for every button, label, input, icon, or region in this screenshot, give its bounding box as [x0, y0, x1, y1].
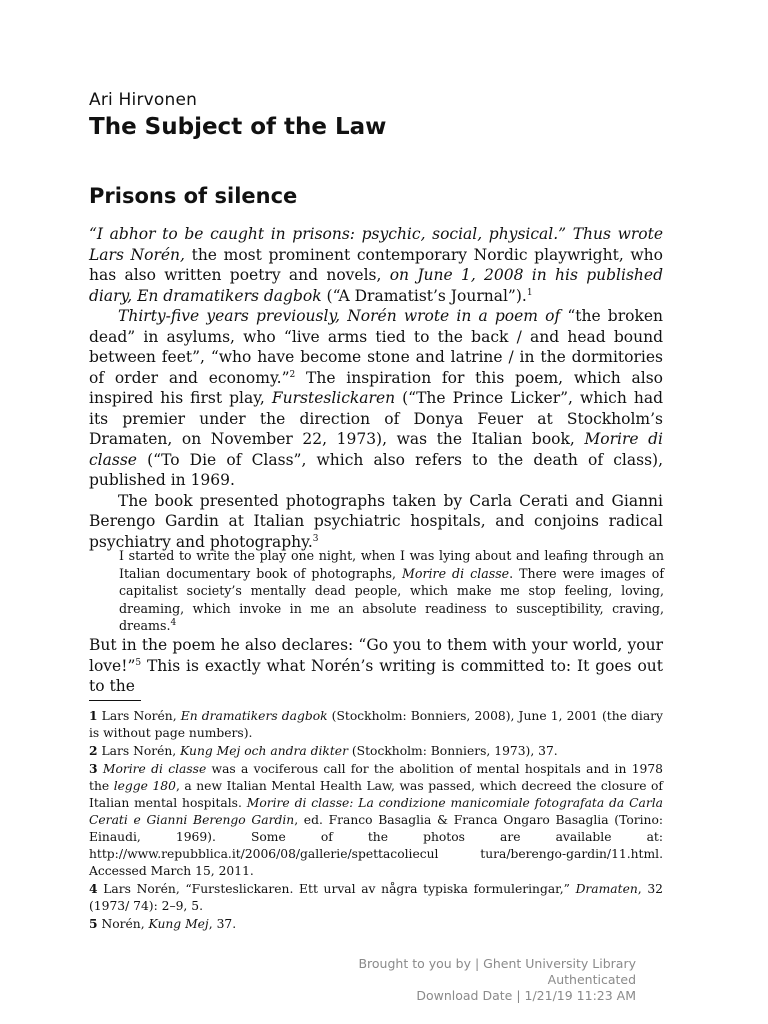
- italic-text: Morire di classe: [402, 565, 510, 581]
- author-name: Ari Hirvonen: [89, 90, 198, 110]
- footnote-number: 2: [89, 743, 98, 758]
- opening-quote: “I abhor to be caught in prisons: psychic, social, physical.” Thus wrote Lars Norén,: [89, 225, 663, 264]
- access-watermark: [276, 956, 636, 1004]
- text: (“To Die of Class”, which also refers to the death of class), published in 1969.: [89, 450, 663, 489]
- footnote-number: 5: [89, 916, 98, 931]
- footnote-number: 1: [89, 708, 98, 723]
- italic-text: Kung Mej och andra dikter: [180, 744, 348, 758]
- text: But in the poem he also declares: “Go you to them with your world, your love!”: [89, 636, 663, 675]
- footnotes: [89, 707, 663, 933]
- text: (“The Prince Licker”, which had its premier under the direction of Donya Feuer at Stockholm’s Dramaten, on November 22, 1973), was the Italian book,: [89, 389, 663, 448]
- chapter-title: The Subject of the Law: [89, 114, 387, 140]
- text: “the broken dead” in asylums, who “live arms tied to the back / and head bound between feet”, “who have become stone and latrine / in the dormitories of order and economy.”: [89, 307, 663, 387]
- text: . There were images of capitalist society’s mentally dead people, which make me stop feeling, loving, dreaming, which invoke in me an absolute readiness to susceptibility, craving, dreams.: [119, 565, 665, 633]
- paragraph-1: [89, 224, 663, 306]
- text: was a vociferous call for the abolition of mental hospitals and in 1978 the: [89, 762, 663, 793]
- text: , ed. Franco Basaglia & Franca Ongaro Basaglia (Torino: Einaudi, 1969). Some of the photos are available at: http://www.repubblica.it/2006/08/gallerie/spettacoliecul tura/berengo-gardin/11.html. Accessed March 15, 2011.: [89, 813, 663, 878]
- text: Lars Norén, “Fursteslickaren. Ett urval av några typiska formuleringar,”: [97, 882, 576, 896]
- italic-text: Fursteslickaren: [271, 389, 396, 407]
- footnote-2: [89, 742, 663, 760]
- footnote-ref-4[interactable]: 4: [170, 617, 177, 628]
- footnote-number: 3: [89, 761, 98, 776]
- italic-text: Thirty-five years previously, Norén wrote in a poem of: [118, 307, 561, 325]
- text: The inspiration for this poem, which also inspired his first play,: [89, 368, 663, 407]
- text: Lars Norén,: [97, 744, 181, 758]
- text: (Stockholm: Bonniers, 1973), 37.: [347, 744, 558, 758]
- italic-text: Dramaten: [575, 882, 638, 896]
- footnote-ref-3[interactable]: 3: [312, 533, 319, 544]
- italic-text: Morire di classe: La condizione manicomiale fotografata da Carla Cerati e Gianni Berengo Gardin: [89, 796, 663, 827]
- italic-text: Morire di classe: [89, 430, 663, 469]
- text: The book presented photographs taken by Carla Cerati and Gianni Berengo Gardin at Italian psychiatric hospitals, and conjoins radical psychiatry and photography.: [89, 491, 663, 551]
- italic-text: En dramatikers dagbok: [180, 709, 328, 723]
- paragraph-2: [89, 306, 663, 491]
- text: (“A Dramatist’s Journal”).: [321, 286, 527, 305]
- text: Norén,: [97, 917, 149, 931]
- body-text: [89, 224, 663, 552]
- footnote-3: [89, 760, 663, 880]
- text: (Stockholm: Bonniers, 2008), June 1, 2001 (the diary is without page numbers).: [89, 709, 663, 740]
- footnote-5: [89, 915, 663, 933]
- text: the most prominent contemporary Nordic playwright, who has also written poetry and novels,: [89, 245, 663, 284]
- watermark-line-2: Authenticated: [547, 972, 636, 987]
- paragraph-4: [89, 635, 663, 697]
- footnote-divider: [89, 700, 141, 701]
- footnote-4: [89, 880, 663, 915]
- text: , 37.: [208, 917, 237, 931]
- footnote-ref-2[interactable]: 2: [289, 369, 296, 380]
- block-quote: [119, 547, 664, 635]
- text: , 32 (1973/ 74): 2–9, 5.: [89, 882, 663, 913]
- watermark-line-3: Download Date | 1/21/19 11:23 AM: [416, 988, 636, 1003]
- italic-text: Morire di classe: [97, 762, 207, 776]
- italic-text: Kung Mej: [148, 917, 209, 931]
- text: I started to write the play one night, when I was lying about and leafing through an Italian documentary book of photographs,: [119, 548, 664, 581]
- text: , a new Italian Mental Health Law, was passed, which decreed the closure of Italian mental hospitals.: [89, 779, 663, 810]
- paragraph-3: [89, 491, 663, 553]
- text: This is exactly what Norén’s writing is committed to: It goes out to the: [89, 656, 663, 695]
- footnote-1: [89, 707, 663, 742]
- text: Lars Norén,: [97, 709, 181, 723]
- footnote-ref-5[interactable]: 5: [135, 657, 142, 668]
- footnote-number: 4: [89, 881, 98, 896]
- footnote-ref-1[interactable]: 1: [526, 287, 533, 298]
- italic-text: legge 180: [113, 779, 176, 793]
- section-heading: Prisons of silence: [89, 184, 298, 208]
- watermark-line-1: Brought to you by | Ghent University Library: [358, 956, 636, 971]
- italic-text: on June 1, 2008 in his published diary, En dramatikers dagbok: [89, 266, 663, 305]
